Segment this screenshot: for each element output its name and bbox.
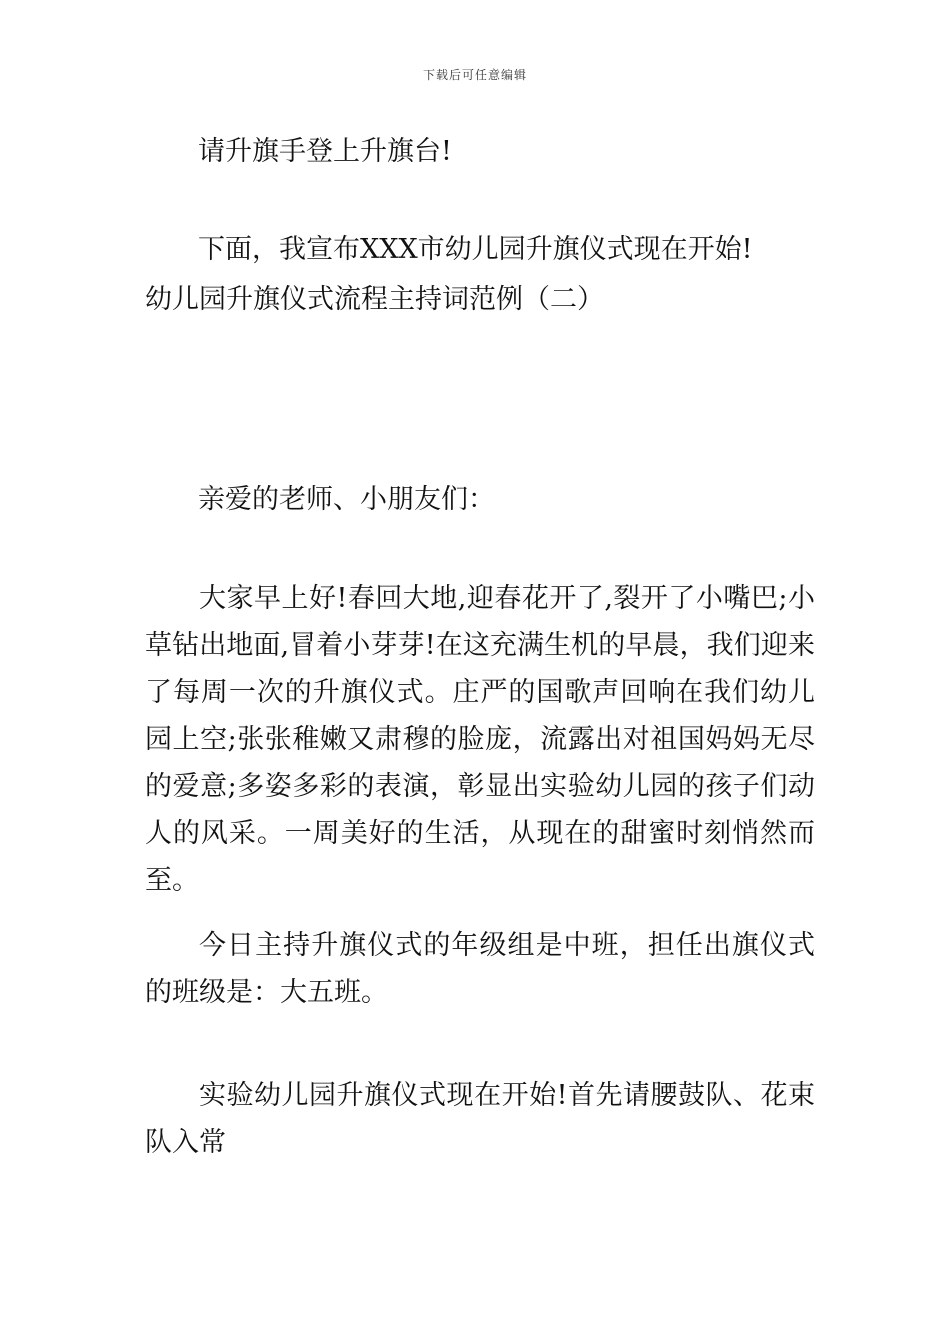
paragraph-morning-greeting: 大家早上好!春回大地,迎春花开了,裂开了小嘴巴;小草钻出地面,冒着小芽芽!在这充满生机的早晨，我们迎来了每周一次的升旗仪式。庄严的国歌声回响在我们幼儿园上空;张张稚嫩又肃穆的脸庞，流露出对祖国妈妈无尽的爱意;多姿多彩的表演，彰显出实验幼儿园的孩子们动人的风采。一周美好的生活，从现在的甜蜜时刻悄然而至。 (145, 583, 815, 896)
greeting-line: 亲爱的老师、小朋友们： (198, 484, 495, 515)
text-line-flag-bearers: 请升旗手登上升旗台! (198, 136, 452, 167)
paragraph-host-class: 今日主持升旗仪式的年级组是中班，担任出旗仪式的班级是：大五班。 (145, 930, 815, 1008)
paragraph-ceremony-start: 实验幼儿园升旗仪式现在开始!首先请腰鼓队、花束队入常 (145, 1080, 815, 1158)
section-title: 幼儿园升旗仪式流程主持词范例（二） (145, 284, 604, 315)
text-line-announcement: 下面，我宣布XXX市幼儿园升旗仪式现在开始! (198, 234, 753, 265)
page-header-note: 下载后可任意编辑 (422, 68, 527, 82)
